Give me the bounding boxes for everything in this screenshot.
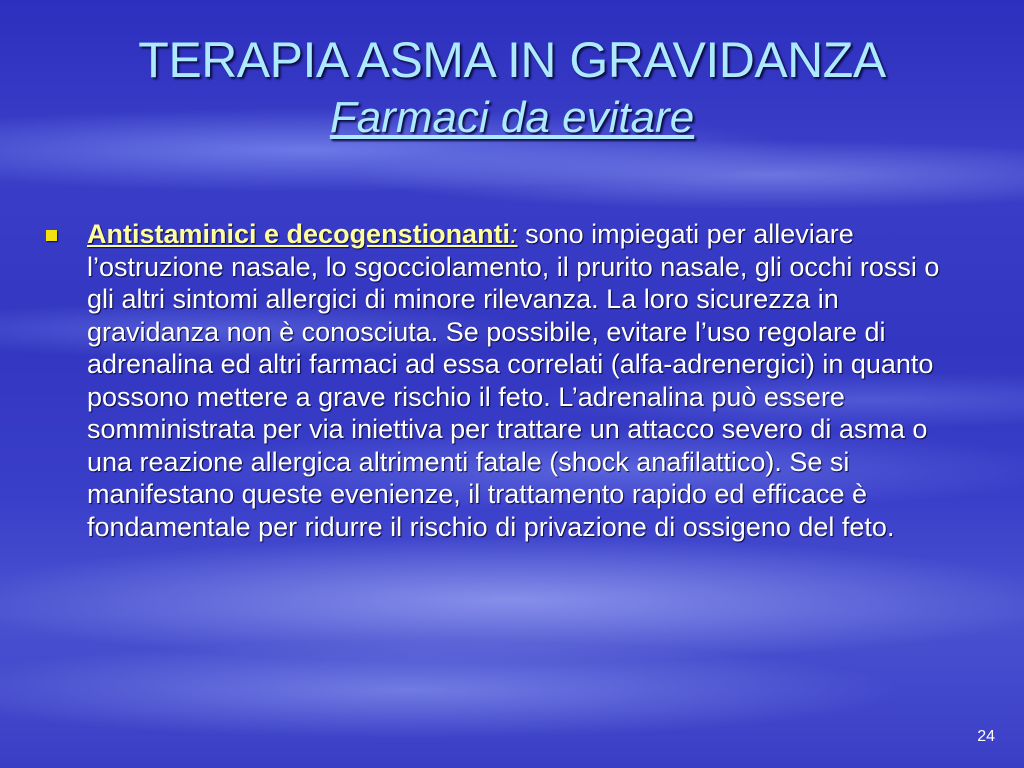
bullet-paragraph	[87, 218, 966, 543]
page-number: 24	[977, 728, 995, 745]
slide-header	[0, 30, 1024, 146]
bullet-lead-colon: :	[510, 219, 518, 249]
bullet-text: sono impiegati per alleviare l’ostruzione nasale, lo sgocciolamento, il prurito nasale, gli occhi rossi o gli altri sintomi allergici di minore rilevanza. La loro sicurezza in gravidanza non è conosciuta. Se possibile, evitare l’uso regolare di adrenalina ed altri farmaci ad essa correlati (alfa-adrenergici) in quanto possono mettere a grave rischio il feto. L’adrenalina può essere somministrata per via iniettiva per trattare un attacco severo di asma o una reazione allergica altrimenti fatale (shock anafilattico). Se si manifestano queste evenienze, il trattamento rapido ed efficace è fondamentale per ridurre il rischio di privazione di ossigeno del feto.	[87, 219, 940, 542]
bullet-lead: Antistaminici e decogenstionanti	[87, 219, 511, 249]
slide-subtitle: Farmaci da evitare	[329, 93, 695, 142]
slide-title: TERAPIA ASMA IN GRAVIDANZA	[138, 32, 886, 88]
square-bullet-icon	[46, 230, 57, 241]
bullet-item	[46, 218, 966, 543]
